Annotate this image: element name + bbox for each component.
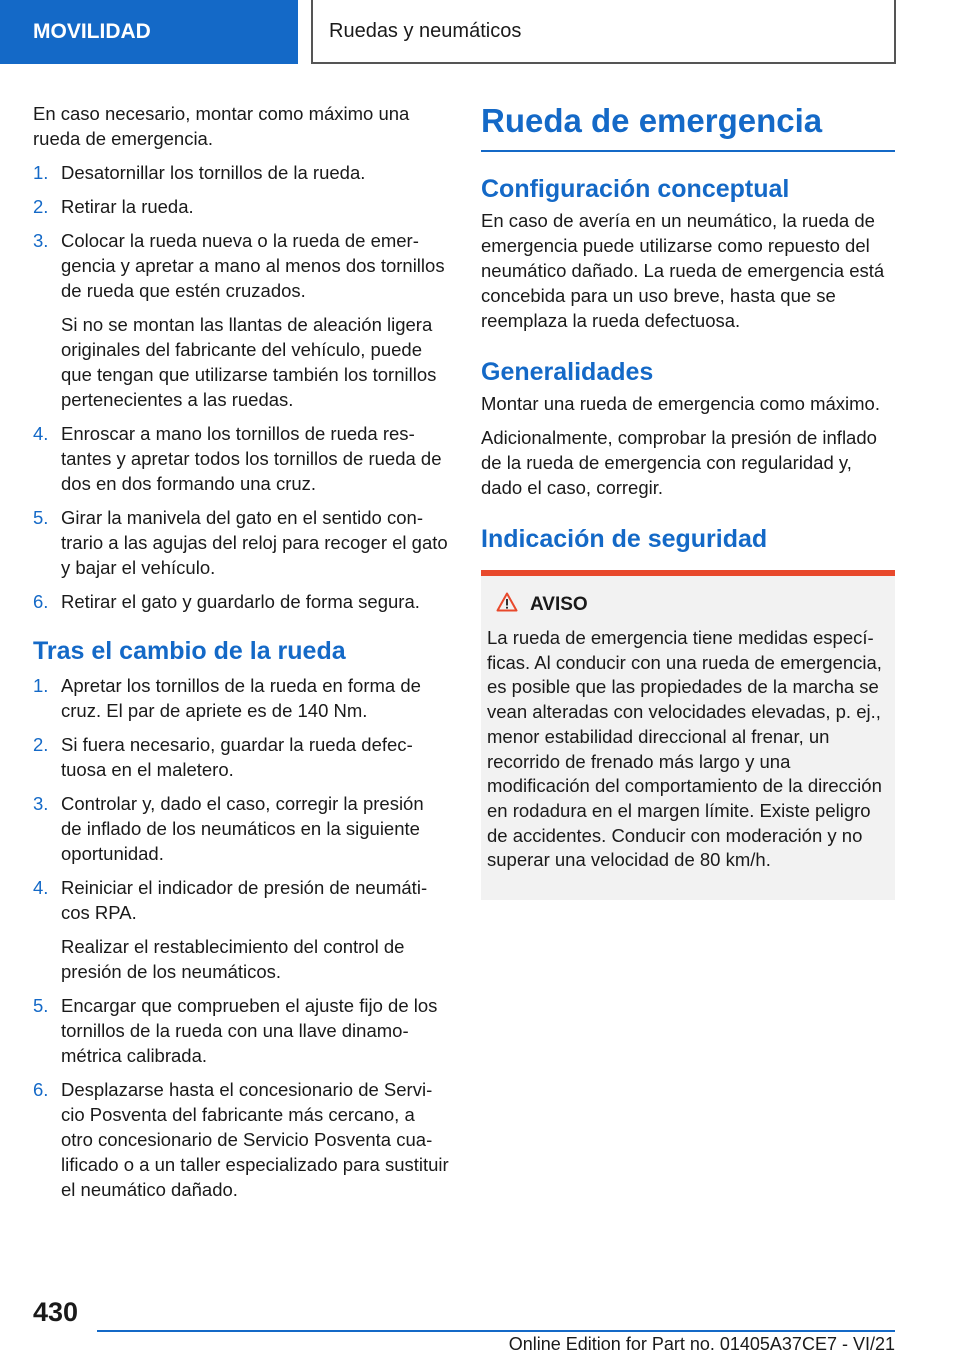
- list-item: [33, 875, 449, 984]
- step-number: 2.: [33, 734, 49, 755]
- safety-heading: Indicación de seguridad: [481, 525, 768, 553]
- list-item: [33, 160, 449, 185]
- title-divider: [481, 150, 895, 152]
- step-text: Retirar la rueda.: [61, 196, 194, 217]
- list-item: [33, 993, 449, 1068]
- page-title: Rueda de emergencia: [481, 102, 823, 139]
- warning-label: AVISO: [530, 593, 588, 615]
- step-note: Si no se montan las llantas de aleación ligera originales del fabricante del vehículo, puede que tengan que utilizarse también los tornillos pertenecientes a las ruedas.: [61, 314, 437, 410]
- step-text: Encargar que comprueben el ajuste fijo de los tornillos de la rueda con una llave dinamométrica calibrada.: [61, 995, 438, 1066]
- list-item: [33, 1077, 449, 1202]
- step-number: 4.: [33, 877, 49, 898]
- warning-box: [481, 570, 895, 900]
- step-text: Desplazarse hasta el concesionario de Servicio Posventa del fabricante más cercano, a otro concesionario de Servicio Posventa cualificado o a un taller especializado para sustituir el neumático dañado.: [61, 1079, 449, 1200]
- concept-heading: Configuración conceptual: [481, 175, 790, 203]
- step-number: 4.: [33, 423, 49, 444]
- after-change-heading: Tras el cambio de la rueda: [33, 637, 346, 665]
- step-text: Apretar los tornillos de la rueda en forma de cruz. El par de apriete es de 140 Nm.: [61, 675, 421, 721]
- step-text: Controlar y, dado el caso, corregir la presión de inflado de los neumáticos en la siguiente oportunidad.: [61, 793, 424, 864]
- page-number: 430: [33, 1297, 79, 1327]
- footer-divider: [97, 1330, 895, 1332]
- step-number: 6.: [33, 591, 49, 612]
- step-text: Girar la manivela del gato en el sentido contrario a las agujas del reloj para recoger el gato y bajar el vehículo.: [61, 507, 448, 578]
- step-number: 1.: [33, 675, 49, 696]
- step-number: 6.: [33, 1079, 49, 1100]
- list-item: [33, 228, 449, 412]
- list-item: [33, 194, 449, 219]
- step-number: 2.: [33, 196, 49, 217]
- step-text: Desatornillar los tornillos de la rueda.: [61, 162, 366, 183]
- warning-header: [487, 592, 889, 617]
- step-note: Realizar el restablecimiento del control de presión de los neumáticos.: [61, 936, 405, 982]
- intro-text: En caso necesario, montar como máximo una rueda de emergencia.: [33, 103, 410, 149]
- list-item: [33, 791, 449, 866]
- step-text: Retirar el gato y guardarlo de forma segura.: [61, 591, 420, 612]
- section-tab: [0, 0, 298, 64]
- change-steps-list: [33, 160, 449, 614]
- chapter-header: [311, 0, 896, 64]
- list-item: [33, 505, 449, 580]
- step-number: 3.: [33, 793, 49, 814]
- step-text: Si fuera necesario, guardar la rueda defectuosa en el maletero.: [61, 734, 413, 780]
- general-heading: Generalidades: [481, 358, 654, 386]
- step-text: Reiniciar el indicador de presión de neumáticos RPA.: [61, 877, 428, 923]
- step-number: 5.: [33, 995, 49, 1016]
- after-change-steps-list: [33, 673, 449, 1202]
- warning-text: La rueda de emergencia tiene medidas específicas. Al conducir con una rueda de emergencia, es posible que las propiedades de la marcha se vean alteradas con velocidades elevadas, p. ej., menor estabilidad direccional al frenar, un recorrido de frenado más largo y una modificación del comportamiento de la dirección en rodadura en el margen límite. Existe peligro de accidentes. Conducir con moderación y no superar una velocidad de 80 km/h.: [487, 627, 882, 871]
- step-number: 3.: [33, 230, 49, 251]
- list-item: [33, 673, 449, 723]
- left-column: [33, 101, 449, 1202]
- chapter-title: Ruedas y neumáticos: [329, 19, 522, 42]
- step-number: 5.: [33, 507, 49, 528]
- general-text-1: Montar una rueda de emergencia como máximo.: [481, 393, 880, 414]
- general-text-2: Adicionalmente, comprobar la presión de inflado de la rueda de emergencia con regularidad y, dado el caso, corregir.: [481, 427, 877, 498]
- list-item: [33, 732, 449, 782]
- right-column: [481, 101, 895, 554]
- footer-edition: Online Edition for Part no. 01405A37CE7 - VI/21: [508, 1334, 895, 1354]
- list-item: [33, 589, 449, 614]
- step-text: Colocar la rueda nueva o la rueda de emergencia y apretar a mano al menos dos tornillos de rueda que estén cruzados.: [61, 230, 445, 301]
- section-title: MOVILIDAD: [33, 20, 151, 43]
- warning-triangle-icon: [496, 592, 518, 617]
- step-number: 1.: [33, 162, 49, 183]
- step-text: Enroscar a mano los tornillos de rueda restantes y apretar todos los tornillos de rueda de dos en dos formando una cruz.: [61, 423, 442, 494]
- list-item: [33, 421, 449, 496]
- concept-text: En caso de avería en un neumático, la rueda de emergencia puede utilizarse como repuesto del neumático dañado. La rueda de emergencia está concebida para un uso breve, hasta que se reemplaza la rueda defectuosa.: [481, 210, 885, 331]
